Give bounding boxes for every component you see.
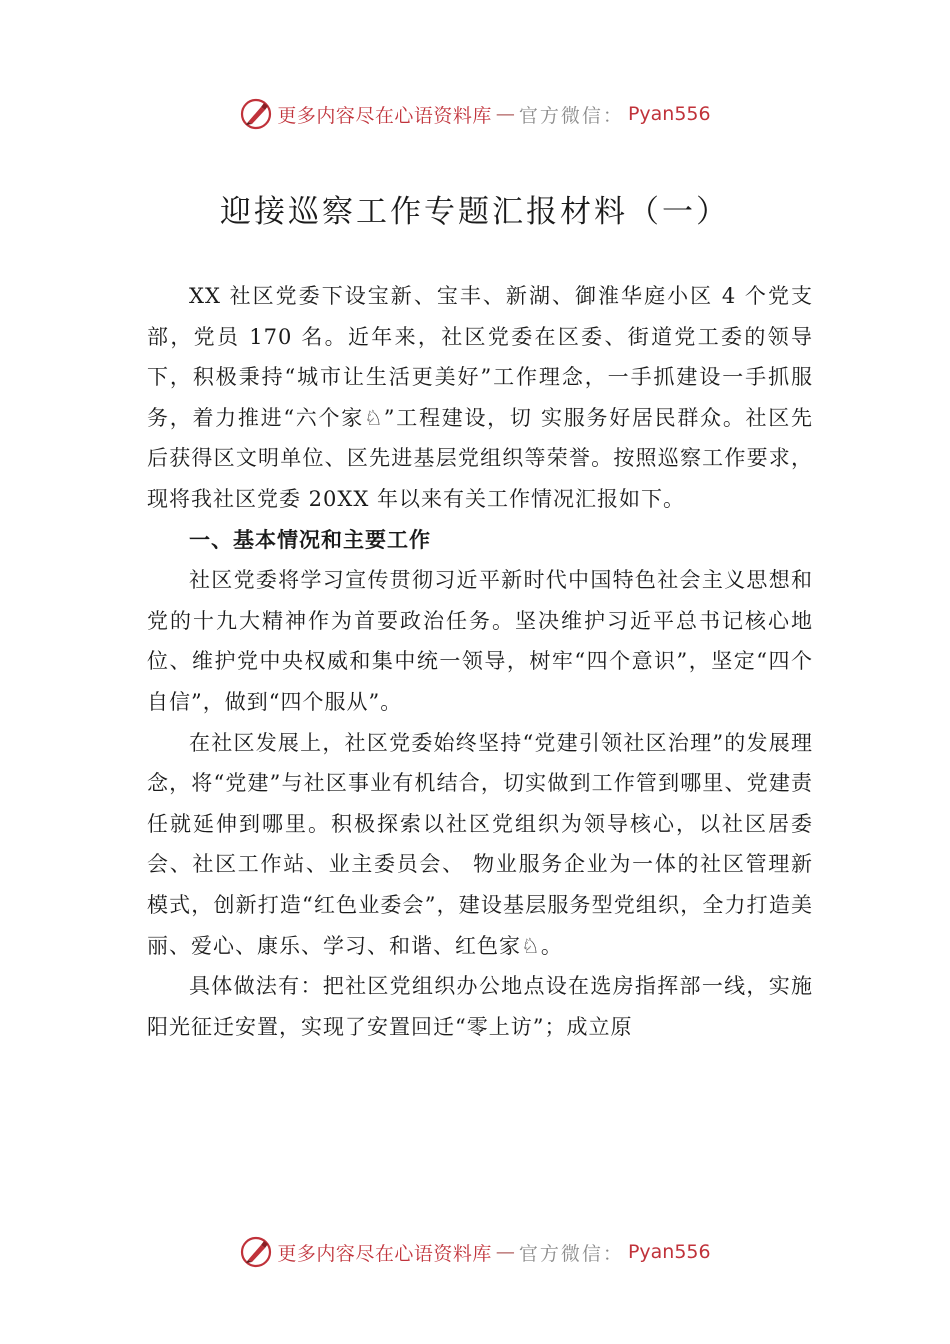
watermark-text: 更多内容尽在心语资料库	[277, 104, 492, 127]
section1-paragraph: 在社区发展上，社区党委始终坚持“党建引领社区治理”的发展理念，将“党建”与社区事业有机结合，切实做到工作管到哪里、党建责任就延伸到哪里。积极探索以社区党组织为领导核心，以社区居委会、社区工作站、业主委员会、 物业服务企业为一体的社区管理新模式，创新打造“红色业委会”，建设基层服务型党组织，全力打造美丽、爱心、康乐、学习、和谐、红色家♘。	[147, 730, 813, 958]
footer-watermark	[0, 1232, 950, 1272]
pen-logo-icon	[239, 1235, 273, 1269]
section1-paragraph: 具体做法有：把社区党组织办公地点设在选房指挥部一线，实施阳光征迁安置，实现了安置回迁“零上访”；成立原	[147, 974, 813, 1039]
pen-logo-icon	[239, 97, 273, 131]
watermark-wechat-id: Pyan556	[627, 1241, 711, 1263]
header-watermark	[0, 94, 950, 134]
watermark-wechat-id: Pyan556	[627, 103, 711, 125]
document-title: 迎接巡察工作专题汇报材料（一）	[220, 194, 730, 230]
watermark-text: 更多内容尽在心语资料库	[277, 1242, 492, 1265]
section1-paragraph: 社区党委将学习宣传贯彻习近平新时代中国特色社会主义思想和党的十九大精神作为首要政治任务。坚决维护习近平总书记核心地位、维护党中央权威和集中统一领导，树牢“四个意识”，坚定“四个自信”，做到“四个服从”。	[147, 568, 813, 714]
watermark-dash: —	[495, 103, 515, 125]
watermark-wechat-label: 官方微信：	[518, 1242, 624, 1265]
watermark-wechat-label: 官方微信：	[518, 104, 624, 127]
intro-paragraph: XX 社区党委下设宝新、宝丰、新湖、御淮华庭小区 4 个党支部，党员 170 名。近年来，社区党委在区委、街道党工委的领导下，积极秉持“城市让生活更美好”工作理念，一手抓建设一手抓服务，着力推进“六个家♘”工程建设，切 实服务好居民群众。社区先后获得区文明单位、区先进基层党组织等荣誉。按照巡察工作要求，现将我社区党委 20XX 年以来有关工作情况汇报如下。	[147, 284, 813, 511]
document-body	[147, 276, 813, 1047]
section-heading-1: 一、基本情况和主要工作	[189, 527, 431, 552]
watermark-dash: —	[495, 1241, 515, 1263]
